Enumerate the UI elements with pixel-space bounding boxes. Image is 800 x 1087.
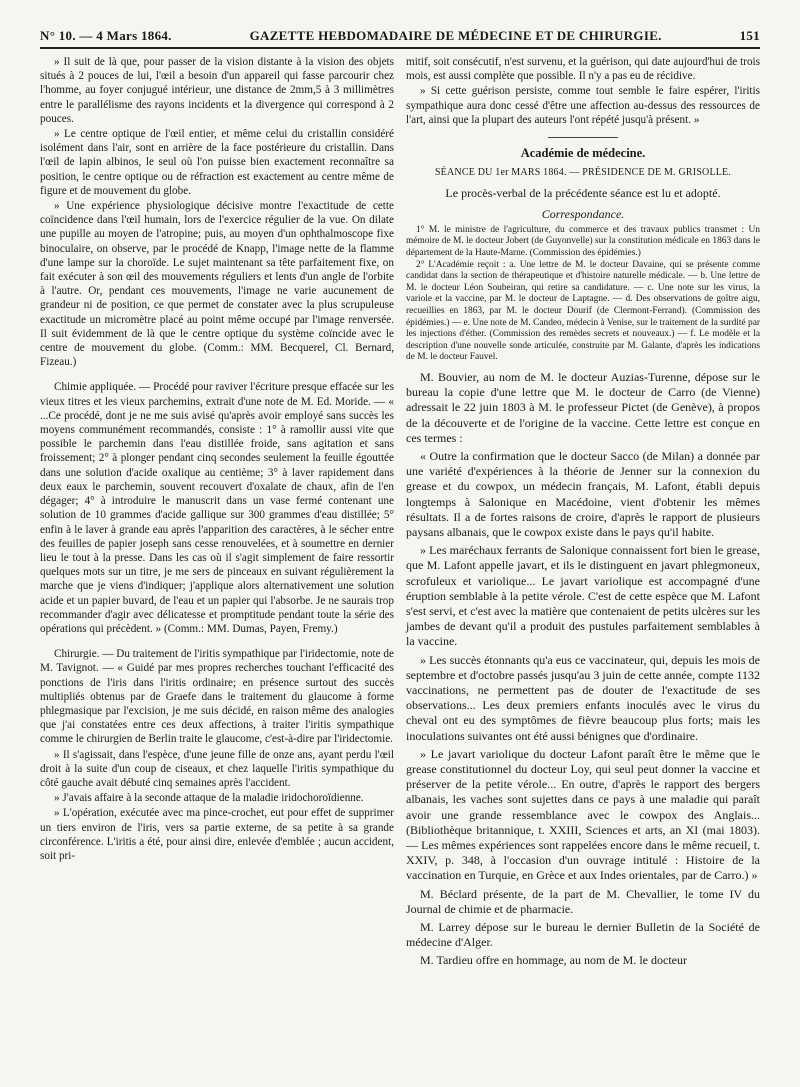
paragraph: M. Larrey dépose sur le bureau le dernier Bulletin de la Société de médecine d'Alger. <box>406 920 760 950</box>
paragraph: M. Bouvier, au nom de M. le docteur Auzias-Turenne, dépose sur le bureau la copie d'une lettre que M. le docteur de Carro (de Vienne) adressait le 22 juin 1803 à M. le professeur Pictet (de Genève), à propos de la découverte et de l'origine de la vaccine. Cette lettre est conçue en ces termes : <box>406 369 760 445</box>
paragraph-chimie: Chimie appliquée. — Procédé pour raviver l'écriture presque effacée sur les vieux titres et les vieux parchemins, extrait d'une note de M. Ed. Moride. — « ...Ce procédé, dont je ne me suis avisé qu'après avoir employé sans succès les moyens communément recommandés, consiste : 1° à ramollir aussi vite que possible le parchemin dans l'eau distillée froide, sans agitation et sans froissement; 2° à plonger pendant cinq secondes seulement la feuille égouttée dans une solution d'acide oxalique au centième; 3° à laver rapidement dans deux eaux le parchemin, souvent recouvert d'oxalate de chaux, afin de l'en dégager; 4° à introduire le manuscrit dans un vase fermé contenant une solution de 10 grammes d'acide gallique sur 300 grammes d'eau distillée; 5° enfin à le laver à grande eau après l'apparition des caractères, à le sécher entre des feuilles de papier joseph sans cesse renouvelées, et à soumettre en dernier lieu le tout à la presse. Dans les cas où il s'agit simplement de faire ressortir quelques mots sur un titre, je me sers de pinceaux en suivant régulièrement la marche que je viens d'indiquer; j'applique alors alternativement une solution acide et un papier buvard, de l'eau et un papier qui l'absorbe. Je ne saurais trop recommander d'agir avec délicatesse et promptitude pendant toute la série des opérations qui précèdent. » (Comm.: MM. Dumas, Payen, Fremy.) <box>40 381 394 635</box>
paragraph: 1° M. le ministre de l'agriculture, du commerce et des travaux publics transmet : Un mémoire de M. le docteur Jobert (de Guyonvelle) sur la constitution médicale en 1863 dans le département de la Haute-Marne. (Commission des épidémies.) <box>406 224 760 259</box>
paragraph-chirurgie: Chirurgie. — Du traitement de l'iritis sympathique par l'iridectomie, note de M. Tavignot. — « Guidé par mes propres recherches touchant l'efficacité des ponctions de l'iris dans l'iritis ordinaire; en présence surtout des succès multipliés obtenus par de Graefe dans le traitement du glaucome à forme phlegmasique par l'excision, je me suis décidé, en raison même des analogies que j'ai constatées entre ces deux affections, à traiter l'iritis sympathique comme le chirurgien de Berlin traite le glaucome, c'est-à-dire par l'iridectomie. <box>40 648 394 746</box>
page-header <box>40 28 760 49</box>
left-column <box>40 55 394 972</box>
paragraph: » Il suit de là que, pour passer de la vision distante à la vision des objets situés à 2 pouces de lui, l'œil a besoin d'un appareil qui fasse parcourir chez l'homme, au foyer conjugué intérieur, une distance de 2mm,5 à 3 millimètres entre le parallélisme des rayons incidents et la divergence qui correspond à 2 pouces. <box>40 56 394 125</box>
paragraph: mitif, soit consécutif, n'est survenu, et la guérison, qui date aujourd'hui de trois mois, est aussi complète que possible. Il n'y a pas eu de récidive. <box>406 56 760 83</box>
paragraph: « Outre la confirmation que le docteur Sacco (de Milan) a donnée par une variété d'expériences à la théorie de Jenner sur la connexion du grease et du cowpox, un médecin français, M. Lafont, établi depuis longtemps à Salonique en Macédoine, vient d'obtenir les mêmes résultats. Il a de fortes raisons de croire, d'après le rapport de plusieurs paysans albanais, que le cowpox existe dans le pays qu'il habite. <box>406 448 760 539</box>
right-column <box>406 55 760 972</box>
proceedings-block <box>406 370 760 969</box>
paragraph: M. Tardieu offre en hommage, au nom de M. le docteur <box>420 953 687 968</box>
paragraph: » J'avais affaire à la seconde attaque de la maladie iridochoroïdienne. <box>54 792 364 805</box>
paragraph: » Le centre optique de l'œil entier, et même celui du cristallin considéré isolément dans l'air, sont en arrière de la face postérieure du cristallin. Dans l'œil de lapin albinos, le seul où l'on puisse bien exactement reconnaître sa position, le centre optique ou de réfraction est exactement au centre même de figure et de mouvement du globe. <box>40 128 394 197</box>
paragraph: 2° L'Académie reçoit : a. Une lettre de M. le docteur Davaine, qui se présente comme candidat dans la section de thérapeutique et d'histoire naturelle médicale. — b. Une lettre de M. le docteur Léon Soubeiran, qui retire sa candidature. — c. Une note sur les virus, la variole et la vaccine, par M. le docteur de Laptagne. — d. Des observations de goître aigu, recueillies en 1863, par M. le docteur Dourif (de Clermont-Ferrand). (Commission des épidémies.) — e. Une note de M. Candeo, médecin à Venise, sur le traitement de la surdité par les injections d'éther. (Commission des remèdes secrets et nouveaux.) — f. Le modèle et la description d'une nouvelle sonde articulée, construite par M. Galante, d'après les indications de M. le docteur Fauvel. <box>406 259 760 363</box>
minutes-line: Le procès-verbal de la précédente séance est lu et adopté. <box>445 186 721 201</box>
paragraph: » L'opération, exécutée avec ma pince-crochet, eut pour effet de supprimer un tiers environ de l'iris, vers sa partie externe, de sa petite à sa grande circonférence. L'iritis a été, pour ainsi dire, enlevée d'emblée ; aucun accident, soit pri- <box>40 807 394 862</box>
paragraph: » Les maréchaux ferrants de Salonique connaissent fort bien le grease, que M. Lafont appelle javart, et ils le distinguent en javart phlegmoneux, scrofuleux et variolique... Le javart variolique est accompagné d'une éruption semblable à la petite vérole. C'est de cette espèce que M. Lafont s'est servi, et c'est avec la matière que contenaient de petits ulcères sur les jambes de devant qu'il a produit des pustules parfaitement semblables à la vaccine. <box>406 543 760 649</box>
journal-title: GAZETTE HEBDOMADAIRE DE MÉDECINE ET DE CHIRURGIE. <box>249 28 662 43</box>
session-line: SÉANCE DU 1er MARS 1864. — PRÉSIDENCE DE M. GRISOLLE. <box>434 167 732 179</box>
paragraph: » Le javart variolique du docteur Lafont paraît être le même que le grease constitutionnel du docteur Loy, qui seul peut donner la vaccine et préserver de la petite vérole... En outre, d'après le rapport des bergers albanais, les vaches sont sujettes dans ce pays à une maladie qui paraît avoir une grande ressemblance avec le cowpox des Anglais... (Bibliothèque britannique, t. XXIII, Sciences et arts, an XI (mai 1803). — Les mêmes expériences sont rappelées encore dans le même recueil, t. XXIV, p. 348, à l'occasion d'un ouvrage intitulé : Histoire de la vaccination en Turquie, en Grèce et aux Indes orientales, par de Carro.) » <box>406 746 760 883</box>
paragraph: M. Béclard présente, de la part de M. Chevallier, le tome IV du Journal de chimie et de pharmacie. <box>406 886 760 916</box>
paragraph: » Les succès étonnants qu'a eus ce vaccinateur, qui, depuis les mois de septembre et d'octobre passés jusqu'au 3 juin de cette année, compte 1132 vaccinations, ne permettent pas de douter de l'exactitude de ses observations... Les deux premiers enfants inoculés avec le virus du cheval ont eu des symptômes de fièvre beaucoup plus forts; mais les inoculations suivantes ont été aussi bénignes que d'ordinaire. <box>406 652 760 743</box>
section-divider <box>548 137 618 138</box>
paragraph: » Il s'agissait, dans l'espèce, d'une jeune fille de onze ans, ayant perdu l'œil droit à la suite d'un coup de ciseaux, et chez laquelle l'iritis sympathique du côté gauche avait débuté cinq semaines après l'accident. <box>40 748 394 789</box>
correspondence-block <box>406 225 760 364</box>
issue-number: N° 10. — 4 Mars 1864. <box>40 28 172 43</box>
page-number: 151 <box>739 28 760 43</box>
section-title: Académie de médecine. <box>520 146 646 161</box>
subsection-title: Correspondance. <box>541 206 625 221</box>
text-columns <box>40 55 760 972</box>
paragraph: » Si cette guérison persiste, comme tout semble le faire espérer, l'iritis sympathique aura donc cessé d'être une affection au-dessus des ressources de l'art, ainsi que la plupart des auteurs l'ont répété jusqu'à présent. » <box>406 85 760 126</box>
paragraph: » Une expérience physiologique décisive montre l'exactitude de cette coïncidence dans l'œil humain, lors de l'exercice régulier de la vue. On dilate une pupille au moyen de l'atropine; puis, au moyen d'un ophthalmoscope fixe binoculaire, on observe, par le procédé de Knapp, l'image nette de la flamme d'une lampe sur la choroïde. Le sujet maintenant sa tête parfaitement fixe, on fait exécuter à son œil des mouvements réguliers et lents d'un angle de l'orbite à l'autre. Or, pendant ces mouvements, l'image ne varie aucunement de grandeur ni de position, ce que permet de constater avec la plus scrupuleuse exactitude un micromètre placé au point même occupé par l'image renversée. Il suit évidemment de là que le centre optique du système coïncide avec le centre de mouvement du globe. (Comm.: MM. Becquerel, Cl. Bernard, Fizeau.) <box>40 200 394 369</box>
